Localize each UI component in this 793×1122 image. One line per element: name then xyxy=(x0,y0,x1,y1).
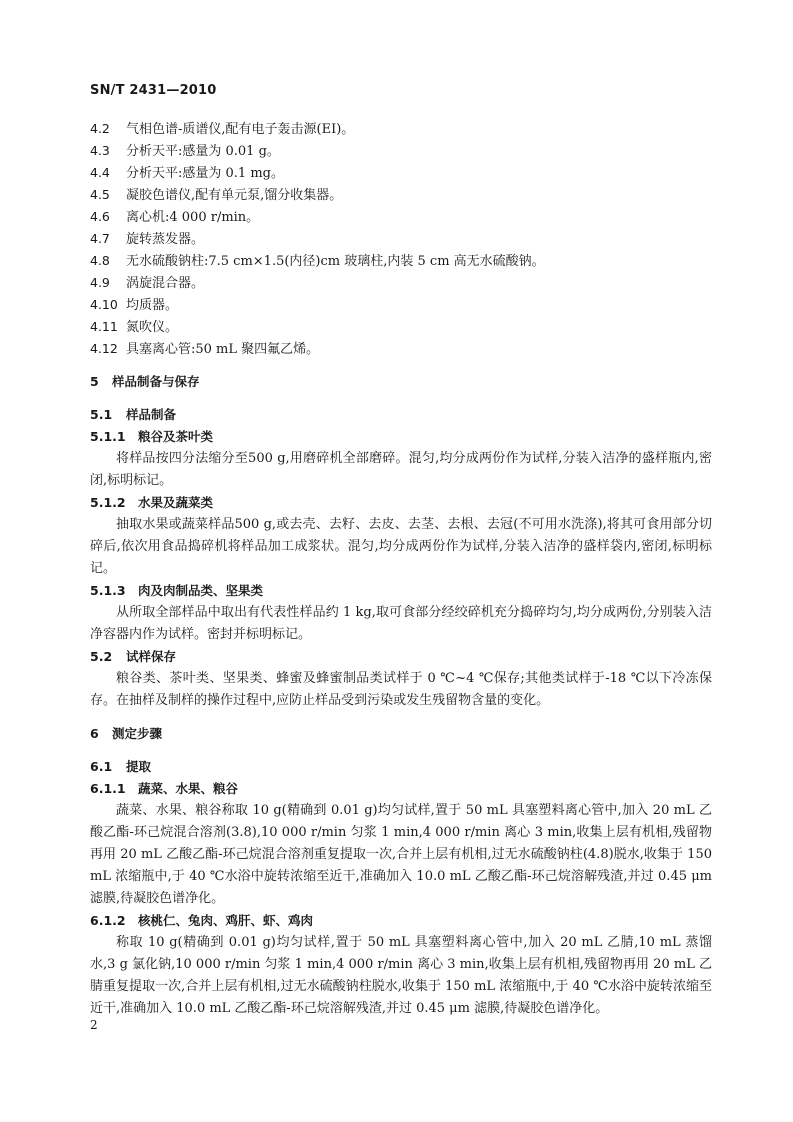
section-title: 水果及蔬菜类 xyxy=(138,495,214,510)
equipment-item-text: 旋转蒸发器。 xyxy=(126,232,205,247)
page-content xyxy=(90,118,712,1020)
section-number: 5.1 xyxy=(90,407,113,422)
equipment-item-number: 4.2 xyxy=(90,121,110,136)
equipment-item-number: 4.5 xyxy=(90,187,110,202)
equipment-item xyxy=(90,140,712,162)
section-number: 6.1.1 xyxy=(90,781,126,796)
equipment-item-number: 4.12 xyxy=(90,341,118,356)
section-5-2-heading xyxy=(90,646,712,668)
section-title: 肉及肉制品类、坚果类 xyxy=(138,583,264,598)
equipment-item-number: 4.10 xyxy=(90,297,118,312)
equipment-item-text: 气相色谱-质谱仪,配有电子轰击源(EI)。 xyxy=(126,122,355,137)
section-number: 5.2 xyxy=(90,649,113,664)
section-5-1-2-heading xyxy=(90,492,712,514)
equipment-item-text: 均质器。 xyxy=(126,298,179,313)
equipment-item-text: 分析天平:感量为 0.1 mg。 xyxy=(126,166,284,181)
paragraph-6-1-2: 称取 10 g(精确到 0.01 g)均匀试样,置于 50 mL 具塞塑料离心管中,加入 20 mL 乙腈,10 mL 蒸馏水,3 g 氯化钠,10 000 r/min 匀浆 1 min,4 000 r/min 离心 3 min,收集上层有机相,残留物再用 20 mL 乙腈重复提取一次,合并上层有机相,过无水硫酸钠柱脱水,收集于 150 mL 浓缩瓶中,于 40 ℃水浴中旋转浓缩至近干,准确加入 10.0 mL 乙酸乙酯-环己烷溶解残渣,并过 0.45 μm 滤膜,待凝胶色谱净化。 xyxy=(90,935,712,1016)
equipment-item-number: 4.9 xyxy=(90,275,110,290)
equipment-item-number: 4.11 xyxy=(90,319,118,334)
equipment-item-number: 4.6 xyxy=(90,209,110,224)
section-6-1-heading xyxy=(90,756,712,778)
equipment-list xyxy=(90,118,712,360)
section-6-1-1-heading xyxy=(90,778,712,800)
section-number: 5.1.1 xyxy=(90,429,126,444)
equipment-item-number: 4.7 xyxy=(90,231,110,246)
section-5-1-3-heading xyxy=(90,580,712,602)
equipment-item xyxy=(90,316,712,338)
section-6-1-2-heading xyxy=(90,910,712,932)
equipment-item xyxy=(90,294,712,316)
paragraph-5-1-2: 抽取水果或蔬菜样品500 g,或去壳、去籽、去皮、去茎、去根、去冠(不可用水洗涤),将其可食用部分切碎后,依次用食品捣碎机将样品加工成浆状。混匀,均分成两份作为试样,分装入洁净的盛样袋内,密闭,标明标记。 xyxy=(90,517,712,576)
equipment-item xyxy=(90,184,712,206)
equipment-item xyxy=(90,162,712,184)
section-title: 试样保存 xyxy=(126,649,177,664)
equipment-item-text: 无水硫酸钠柱:7.5 cm×1.5(内径)cm 玻璃柱,内装 5 cm 高无水硫酸钠。 xyxy=(126,254,545,269)
equipment-item-number: 4.8 xyxy=(90,253,110,268)
section-title: 样品制备与保存 xyxy=(112,374,200,389)
paragraph-5-2: 粮谷类、茶叶类、坚果类、蜂蜜及蜂蜜制品类试样于 0 ℃~4 ℃保存;其他类试样于-18 ℃以下冷冻保存。在抽样及制样的操作过程中,应防止样品受到污染或发生残留物含量的变化。 xyxy=(90,671,712,708)
section-number: 5 xyxy=(90,374,99,389)
paragraph-5-1-3: 从所取全部样品中取出有代表性样品约 1 kg,取可食部分经绞碎机充分捣碎均匀,均分成两份,分别装入洁净容器内作为试样。密封并标明标记。 xyxy=(90,605,712,642)
section-title: 粮谷及茶叶类 xyxy=(138,429,214,444)
equipment-item xyxy=(90,228,712,250)
equipment-item-text: 涡旋混合器。 xyxy=(126,276,205,291)
section-6-heading xyxy=(90,723,712,745)
equipment-item-text: 分析天平:感量为 0.01 g。 xyxy=(126,144,280,159)
section-title: 蔬菜、水果、粮谷 xyxy=(138,781,239,796)
section-title: 样品制备 xyxy=(126,407,177,422)
equipment-item-text: 氮吹仪。 xyxy=(126,320,179,335)
paragraph-6-1-1: 蔬菜、水果、粮谷称取 10 g(精确到 0.01 g)均匀试样,置于 50 mL 具塞塑料离心管中,加入 20 mL 乙酸乙酯-环己烷混合溶剂(3.8),10 000 r/min 匀浆 1 min,4 000 r/min 离心 3 min,收集上层有机相,残留物再用 20 mL 乙酸乙酯-环己烷混合溶剂重复提取一次,合并上层有机相,过无水硫酸钠柱(4.8)脱水,收集于 150 mL 浓缩瓶中,于 40 ℃水浴中旋转浓缩至近干,准确加入 10.0 mL 乙酸乙酯-环己烷溶解残渣,并过 0.45 μm 滤膜,待凝胶色谱净化。 xyxy=(90,803,712,906)
section-number: 5.1.2 xyxy=(90,495,126,510)
section-5-heading xyxy=(90,371,712,393)
section-title: 提取 xyxy=(126,759,152,774)
equipment-item-text: 具塞离心管:50 mL 聚四氟乙烯。 xyxy=(126,342,320,357)
document-code-header: SN/T 2431—2010 xyxy=(90,83,217,98)
section-5-1-1-heading xyxy=(90,426,712,448)
section-title: 核桃仁、兔肉、鸡肝、虾、鸡肉 xyxy=(138,913,314,928)
paragraph-5-1-1: 将样品按四分法缩分至500 g,用磨碎机全部磨碎。混匀,均分成两份作为试样,分装入洁净的盛样瓶内,密闭,标明标记。 xyxy=(90,451,712,488)
section-title: 测定步骤 xyxy=(112,726,163,741)
equipment-item-text: 离心机:4 000 r/min。 xyxy=(126,210,260,225)
equipment-item-number: 4.4 xyxy=(90,165,110,180)
page-number: 2 xyxy=(90,1018,98,1032)
equipment-item xyxy=(90,118,712,140)
equipment-item-text: 凝胶色谱仪,配有单元泵,馏分收集器。 xyxy=(126,188,343,203)
equipment-item-number: 4.3 xyxy=(90,143,110,158)
section-number: 5.1.3 xyxy=(90,583,126,598)
section-number: 6.1 xyxy=(90,759,113,774)
equipment-item xyxy=(90,250,712,272)
section-number: 6.1.2 xyxy=(90,913,126,928)
section-5-1-heading xyxy=(90,404,712,426)
section-number: 6 xyxy=(90,726,99,741)
equipment-item xyxy=(90,206,712,228)
equipment-item xyxy=(90,272,712,294)
equipment-item xyxy=(90,338,712,360)
